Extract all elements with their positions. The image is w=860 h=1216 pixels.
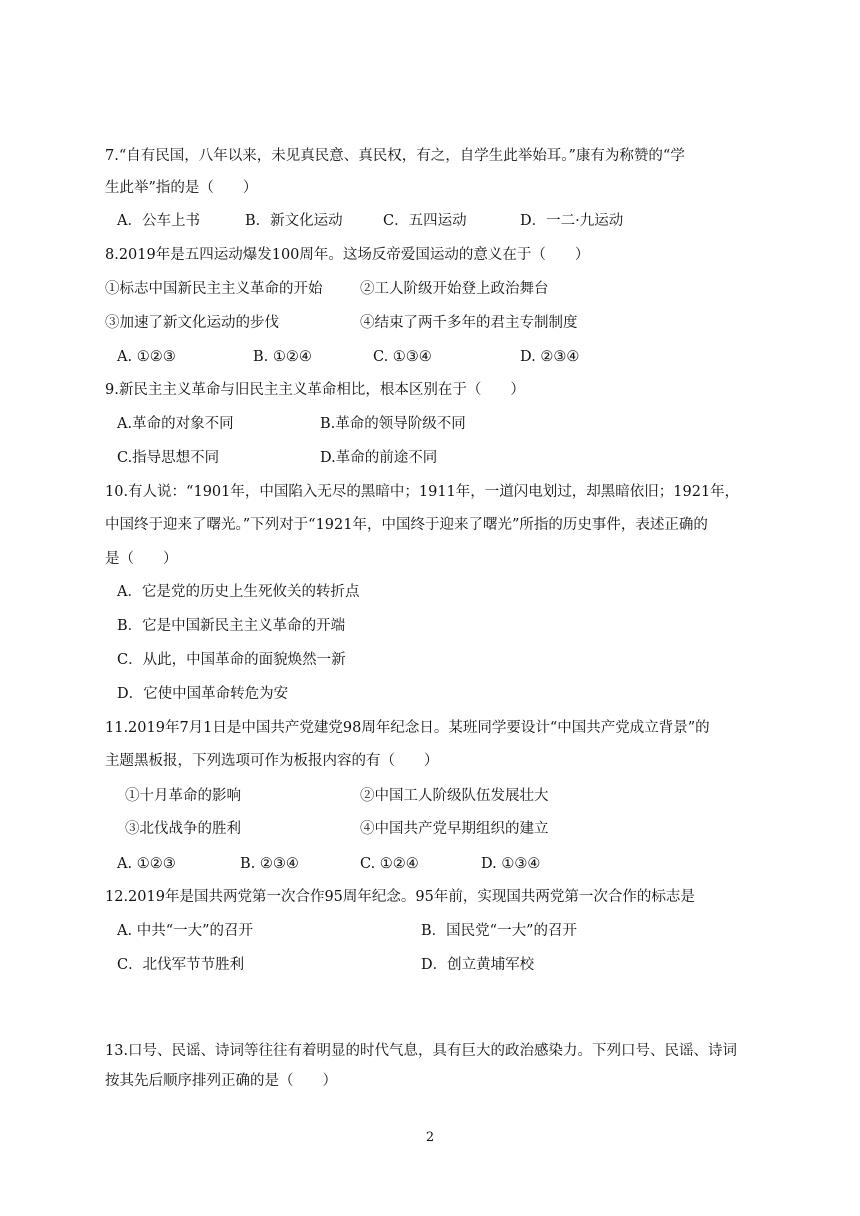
question-8-item-3: ③加速了新文化运动的步伐 <box>105 315 279 331</box>
question-12-option-c: C．北伐军节节胜利 <box>117 957 245 973</box>
question-10-stem-line-3: 是（ ） <box>105 551 178 567</box>
question-11-option-a: A. ①②③ <box>117 856 176 872</box>
question-11-item-1: ①十月革命的影响 <box>125 788 241 804</box>
question-9-option-c: C.指导思想不同 <box>117 450 220 466</box>
question-9-option-d: D.革命的前途不同 <box>320 450 438 466</box>
question-7-option-d: D．一二·九运动 <box>520 213 624 229</box>
question-8-stem: 8.2019年是五四运动爆发100周年。这场反帝爱国运动的意义在于（ ） <box>105 247 590 263</box>
question-9-stem: 9.新民主主义革命与旧民主主义革命相比，根本区别在于（ ） <box>105 382 525 398</box>
question-13-stem-line-2: 按其先后顺序排列正确的是（ ） <box>105 1073 337 1089</box>
question-8-item-1: ①标志中国新民主主义革命的开始 <box>105 281 323 297</box>
question-10-stem-line-2: 中国终于迎来了曙光。”下列对于“1921年，中国终于迎来了曙光”所指的历史事件，表述正确的 <box>105 517 708 533</box>
question-11-item-3: ③北伐战争的胜利 <box>125 821 241 837</box>
question-11-option-c: C. ①②④ <box>360 856 419 872</box>
question-12-stem: 12.2019年是国共两党第一次合作95周年纪念。95年前，实现国共两党第一次合作的标志是 <box>105 889 695 905</box>
question-13-stem-line-1: 13.口号、民谣、诗词等往往有着明显的时代气息，具有巨大的政治感染力。下列口号、民谣、诗词 <box>105 1043 738 1059</box>
question-10-option-a: A．它是党的历史上生死攸关的转折点 <box>117 584 360 600</box>
question-11-stem-line-2: 主题黑板报，下列选项可作为板报内容的有（ ） <box>105 753 439 769</box>
question-10-option-b: B．它是中国新民主主义革命的开端 <box>117 618 346 634</box>
question-8-item-4: ④结束了两千多年的君主专制制度 <box>360 315 578 331</box>
question-11-option-d: D. ①③④ <box>481 856 541 872</box>
question-12-option-b: B．国民党“一大”的召开 <box>421 923 577 939</box>
question-8-option-a: A. ①②③ <box>117 349 176 365</box>
question-8-option-d: D. ②③④ <box>520 349 580 365</box>
question-8-option-b: B. ①②④ <box>253 349 312 365</box>
question-7-stem-line-2: 生此举”指的是（ ） <box>105 180 258 196</box>
question-11-stem-line-1: 11.2019年7月1日是中国共产党建党98周年纪念日。某班同学要设计“中国共产党成立背景”的 <box>105 720 710 736</box>
question-11-option-b: B. ②③④ <box>240 856 299 872</box>
question-11-item-4: ④中国共产党早期组织的建立 <box>360 821 549 837</box>
question-12-option-d: D．创立黄埔军校 <box>421 957 535 973</box>
question-8-option-c: C. ①③④ <box>373 349 432 365</box>
page-number: 2 <box>425 1130 435 1145</box>
question-9-option-b: B.革命的领导阶级不同 <box>320 416 466 432</box>
question-10-stem-line-1: 10.有人说：“1901年，中国陷入无尽的黑暗中；1911年，一道闪电划过，却黑暗依旧；1921年， <box>105 484 740 500</box>
question-7-option-c: C．五四运动 <box>383 213 467 229</box>
question-8-item-2: ②工人阶级开始登上政治舞台 <box>360 281 549 297</box>
question-11-item-2: ②中国工人阶级队伍发展壮大 <box>360 788 549 804</box>
question-12-option-a: A. 中共“一大”的召开 <box>117 923 254 939</box>
question-10-option-c: C．从此，中国革命的面貌焕然一新 <box>117 652 346 668</box>
question-7-stem-line-1: 7.“自有民国，八年以来，未见真民意、真民权，有之，自学生此举始耳。”康有为称赞的“学 <box>105 148 685 164</box>
question-9-option-a: A.革命的对象不同 <box>117 416 234 432</box>
question-7-option-a: A．公车上书 <box>117 213 200 229</box>
question-7-option-b: B．新文化运动 <box>245 213 343 229</box>
question-10-option-d: D．它使中国革命转危为安 <box>117 686 289 702</box>
